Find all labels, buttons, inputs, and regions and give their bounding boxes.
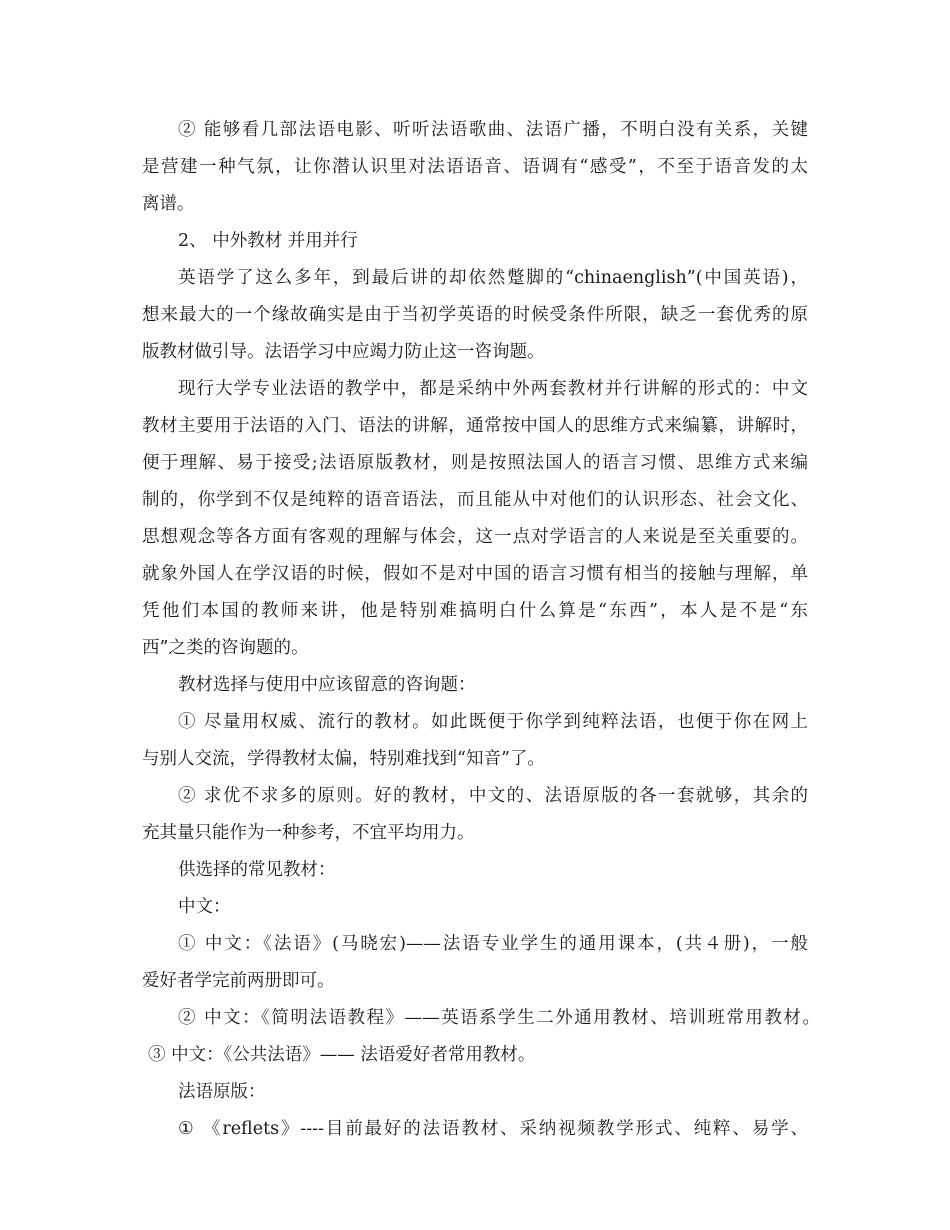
list-item-line: ③ 中文：《公共法语》—— 法语爱好者常用教材。 <box>148 1045 536 1065</box>
list-item-line: ① 中文：《法语》(马晓宏)——法语专业学生的通用课本，(共４册)，一般 <box>178 934 808 954</box>
paragraph-line: 法语原版： <box>178 1082 266 1102</box>
paragraph-line: 现行大学专业法语的教学中，都是采纳中外两套教材并行讲解的形式的：中文 <box>178 379 808 399</box>
list-item-line: ① 《reflets》----目前最好的法语教材、采纳视频教学形式、纯粹、易学、 <box>178 1119 808 1139</box>
paragraph-line: 供选择的常见教材： <box>178 860 336 880</box>
paragraph-line: 制的，你学到不仅是纯粹的语音语法，而且能从中对他们的认识形态、社会文化、 <box>142 490 808 510</box>
paragraph-line: 凭他们本国的教师来讲，他是特别难搞明白什么算是“东西”，本人是不是“东 <box>142 601 808 621</box>
list-item-line: ② 求优不求多的原则。好的教材，中文的、法语原版的各一套就够，其余的 <box>178 786 808 806</box>
paragraph-line: 离谱。 <box>142 194 195 214</box>
paragraph-line: 思想观念等各方面有客观的理解与体会，这一点对学语言的人来说是至关重要的。 <box>142 527 808 547</box>
paragraph-line: 就象外国人在学汉语的时候，假如不是对中国的语言习惯有相当的接触与理解，单 <box>142 564 808 584</box>
paragraph-line: 便于理解、易于接受;法语原版教材，则是按照法国人的语言习惯、思维方式来编 <box>142 453 808 473</box>
list-item-line: 与别人交流，学得教材太偏，特别难找到“知音”了。 <box>142 749 545 769</box>
paragraph-line: 是营建一种气氛，让你潜认识里对法语语音、语调有“感受”，不至于语音发的太 <box>142 157 808 177</box>
paragraph-line: 教材主要用于法语的入门、语法的讲解，通常按中国人的思维方式来编纂，讲解时， <box>142 416 808 436</box>
list-item-line: 充其量只能作为一种参考，不宜平均用力。 <box>142 823 475 843</box>
paragraph-line: ② 能够看几部法语电影、听听法语歌曲、法语广播，不明白没有关系，关键 <box>178 120 808 140</box>
paragraph-line: 英语学了这么多年，到最后讲的却依然蹩脚的“chinaenglish”(中国英语)， <box>178 268 808 288</box>
list-item-line: 爱好者学完前两册即可。 <box>142 971 335 991</box>
paragraph-line: 中文： <box>178 897 231 917</box>
paragraph-line: 想来最大的一个缘故确实是由于当初学英语的时候受条件所限，缺乏一套优秀的原 <box>142 305 808 325</box>
paragraph-line: 教材选择与使用中应该留意的咨询题： <box>178 675 476 695</box>
list-item-line: ① 尽量用权威、流行的教材。如此既便于你学到纯粹法语，也便于你在网上 <box>178 712 808 732</box>
section-heading: 2、 中外教材 并用并行 <box>178 231 358 251</box>
list-item-line: ② 中文：《简明法语教程》——英语系学生二外通用教材、培训班常用教材。 <box>178 1008 820 1028</box>
paragraph-line: 西”之类的咨询题的。 <box>142 638 309 658</box>
paragraph-line: 版教材做引导。法语学习中应竭力防止这一咨询题。 <box>142 342 545 362</box>
